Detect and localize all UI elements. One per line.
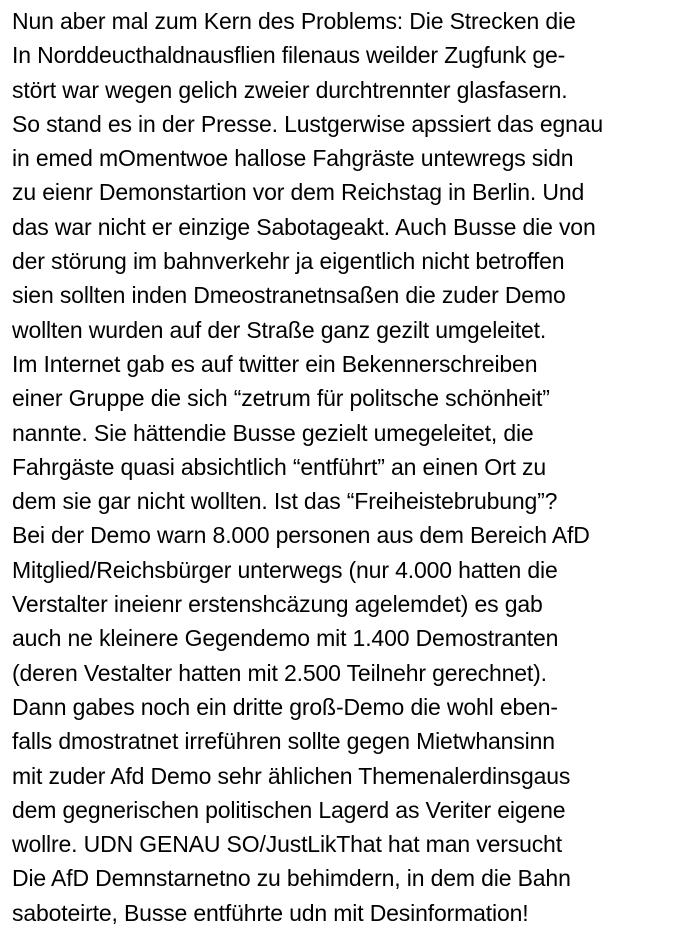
text-line: einer Gruppe die sich “zetrum für politsche schönheit” [12,385,550,412]
text-line: zu eienr Demonstartion vor dem Reichstag in Berlin. Und [12,179,585,206]
text-line: Fahrgäste quasi absichtlich “entführt” an einen Ort zu [12,453,546,480]
text-line: Nun aber mal zum Kern des Problems: Die Strecken die [12,8,576,34]
text-line: das war nicht er einzige Sabotageakt. Auch Busse die von [12,213,596,240]
text-line: dem gegnerischen politischen Lagerd as Veriter eigene [12,796,566,823]
text-line: Bei der Demo warn 8.000 personen aus dem Bereich AfD [12,522,590,549]
text-line: saboteirte, Busse entführte udn mit Desinformation! [12,899,529,926]
text-line: der störung im bahnverkehr ja eigentlich nicht betroffen [12,248,565,275]
text-line: auch ne kleinere Gegendemo mit 1.400 Demostranten [12,625,559,652]
text-line: Die AfD Demnstarnetno zu behimdern, in dem die Bahn [12,865,571,892]
text-line: Verstalter ineienr erstenshcäzung agelemdet) es gab [12,591,543,618]
text-line: in emed mOmentwoe hallose Fahgräste untewregs sidn [12,145,574,172]
document-text [12,4,676,930]
text-line: Dann gabes noch ein dritte groß-Demo die wohl eben- [12,693,558,720]
text-line: (deren Vestalter hatten mit 2.500 Teilnehr gerechnet). [12,659,547,686]
text-line: falls dmostratnet irreführen sollte gegen Mietwhansinn [12,728,555,755]
text-line: wollten wurden auf der Straße ganz gezilt umgeleitet. [12,316,547,343]
text-line: sien sollten inden Dmeostranetnsaßen die zuder Demo [12,282,566,309]
text-line: mit zuder Afd Demo sehr ählichen Themenalerdinsgaus [12,762,571,789]
text-line: Im Internet gab es auf twitter ein Bekennerschreiben [12,350,538,377]
text-line: So stand es in der Presse. Lustgerwise apssiert das egnau [12,110,604,137]
text-line: wollre. UDN GENAU SO/JustLikThat hat man versucht [12,831,562,858]
text-line: nannte. Sie hättendie Busse gezielt umegeleitet, die [12,419,534,446]
text-line: dem sie gar nicht wollten. Ist das “Freiheistebrubung”? [12,488,558,515]
text-line: In Norddeucthaldnausflien filenaus weilder Zugfunk ge- [12,42,566,69]
text-line: Mitglied/Reichsbürger unterwegs (nur 4.000 hatten die [12,556,558,583]
text-line: stört war wegen gelich zweier durchtrennter glasfasern. [12,76,568,103]
